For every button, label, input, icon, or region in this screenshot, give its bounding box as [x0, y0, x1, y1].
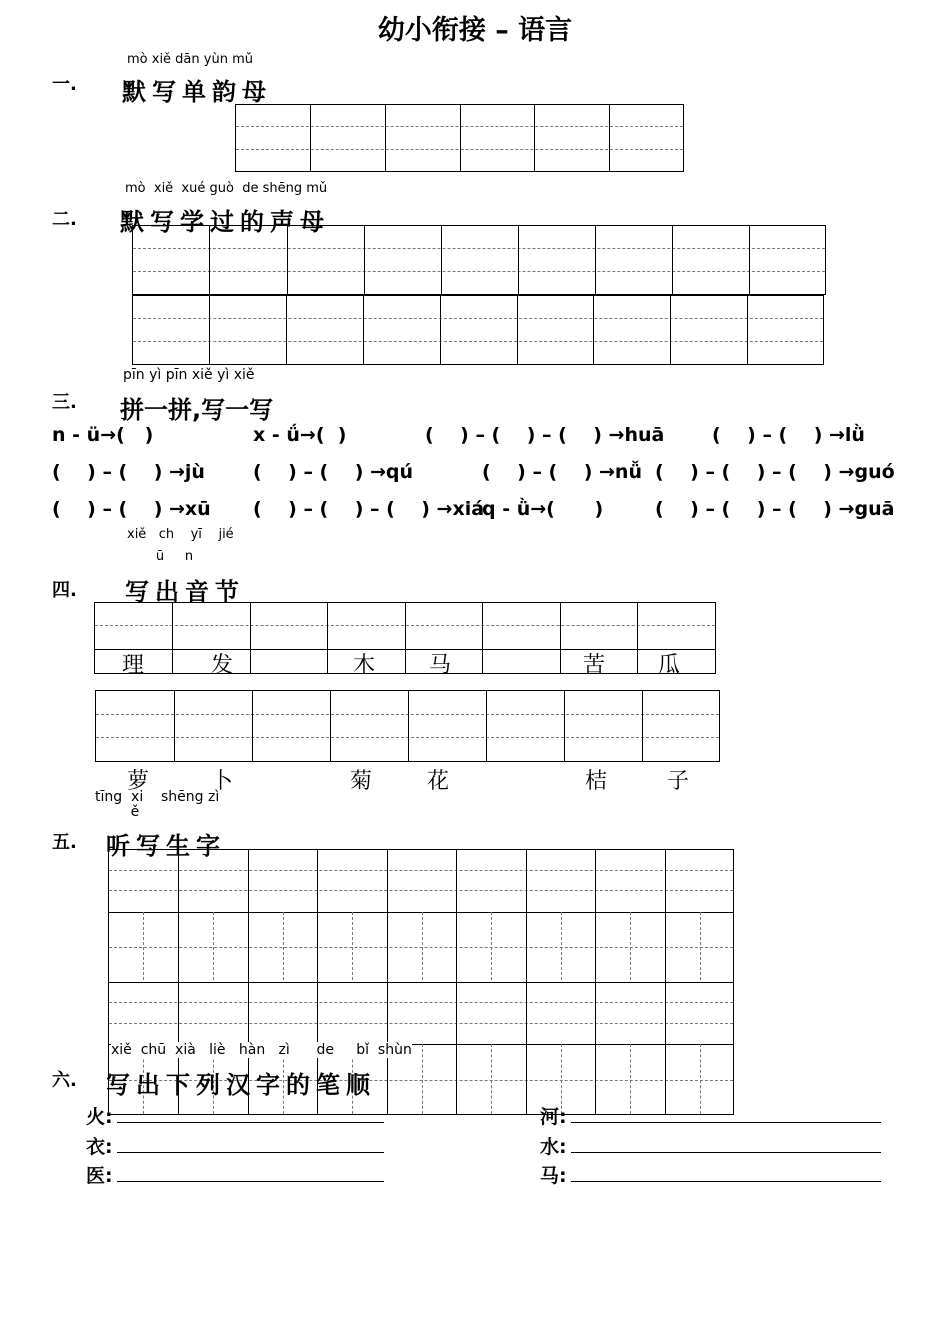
section2-number: 二.: [52, 209, 77, 230]
section1-heading: 默写单韵母: [122, 78, 272, 106]
word-char: 桔: [585, 769, 608, 794]
page-title: 幼小衔接 – 语言: [377, 15, 573, 46]
stroke-char-label: 水:: [540, 1136, 567, 1158]
exercise-item[interactable]: ( ) – ( ) →qú: [253, 461, 414, 483]
section5-number: 五.: [52, 832, 77, 853]
stroke-answer-line[interactable]: [117, 1181, 384, 1182]
section6-number: 六.: [52, 1070, 77, 1091]
section3-heading: 拼一拼,写一写: [120, 396, 274, 424]
exercise-item[interactable]: x - ǘ→( ): [253, 424, 347, 446]
section4-pinyin-line2: ū n: [127, 549, 194, 564]
exercise-item[interactable]: ( ) – ( ) →jù: [52, 461, 205, 483]
stroke-char-label: 河:: [540, 1106, 567, 1128]
word-char: 理: [122, 653, 145, 678]
word-char: 花: [427, 769, 450, 794]
word-char: 苦: [583, 653, 606, 678]
word-char: 瓜: [658, 653, 681, 678]
word-char: 发: [211, 653, 234, 678]
exercise-item[interactable]: ( ) – ( ) →nǚ: [482, 461, 642, 483]
section2-heading: 默写学过的声母: [120, 208, 330, 236]
word-char: 卜: [211, 769, 234, 794]
stroke-char-label: 医:: [86, 1165, 113, 1187]
word-char: 菊: [350, 769, 373, 794]
word-char: 马: [429, 653, 452, 678]
section4-number: 四.: [52, 580, 77, 601]
word-char: 萝: [127, 769, 150, 794]
vowel-writing-grid[interactable]: [235, 104, 684, 172]
stroke-answer-line[interactable]: [571, 1122, 881, 1123]
section1-number: 一.: [52, 74, 77, 95]
exercise-item[interactable]: n - ü→( ): [52, 424, 154, 446]
exercise-item[interactable]: ( ) – ( ) →xū: [52, 498, 211, 520]
stroke-answer-line[interactable]: [571, 1152, 881, 1153]
section4-pinyin-line1: xiě ch yī jié: [127, 527, 234, 542]
exercise-item[interactable]: ( ) – ( ) – ( ) →guā: [655, 498, 895, 520]
stroke-char-label: 衣:: [86, 1136, 113, 1158]
section3-number: 三.: [52, 392, 77, 413]
word-char: 子: [667, 769, 690, 794]
stroke-char-label: 马:: [540, 1165, 567, 1187]
section2-pinyin: mò xiě xué guò de shēng mǔ: [125, 181, 328, 196]
section6-heading: 写出下列汉字的笔顺: [106, 1071, 376, 1099]
section5-pinyin-line2: ě: [95, 804, 140, 820]
syllable-grid-row2[interactable]: [95, 690, 720, 762]
stroke-answer-line[interactable]: [117, 1122, 384, 1123]
exercise-item[interactable]: ( ) – ( ) – ( ) →guó: [655, 461, 895, 483]
exercise-item[interactable]: ( ) – ( ) →lǜ: [712, 424, 865, 446]
exercise-item[interactable]: ( ) – ( ) – ( ) →xiá: [253, 498, 485, 520]
consonant-grid-row2[interactable]: [132, 295, 824, 365]
word-char: 木: [353, 653, 376, 678]
section6-pinyin: xiě chū xià liè hàn zì de bǐ shùn: [111, 1042, 412, 1058]
section4-heading: 写出音节: [125, 578, 245, 606]
exercise-item[interactable]: q - ǜ→( ): [482, 498, 604, 520]
section1-pinyin: mò xiě dān yùn mǔ: [127, 52, 253, 67]
stroke-answer-line[interactable]: [571, 1181, 881, 1182]
stroke-answer-line[interactable]: [117, 1152, 384, 1153]
section3-pinyin: pīn yì pīn xiě yì xiě: [123, 367, 255, 383]
section5-pinyin-line1: tīng xi shēng zì: [95, 789, 220, 805]
stroke-char-label: 火:: [86, 1106, 113, 1128]
section5-heading: 听写生字: [106, 832, 226, 860]
syllable-grid-row1[interactable]: [94, 602, 716, 674]
exercise-item[interactable]: ( ) – ( ) – ( ) →huā: [425, 424, 665, 446]
